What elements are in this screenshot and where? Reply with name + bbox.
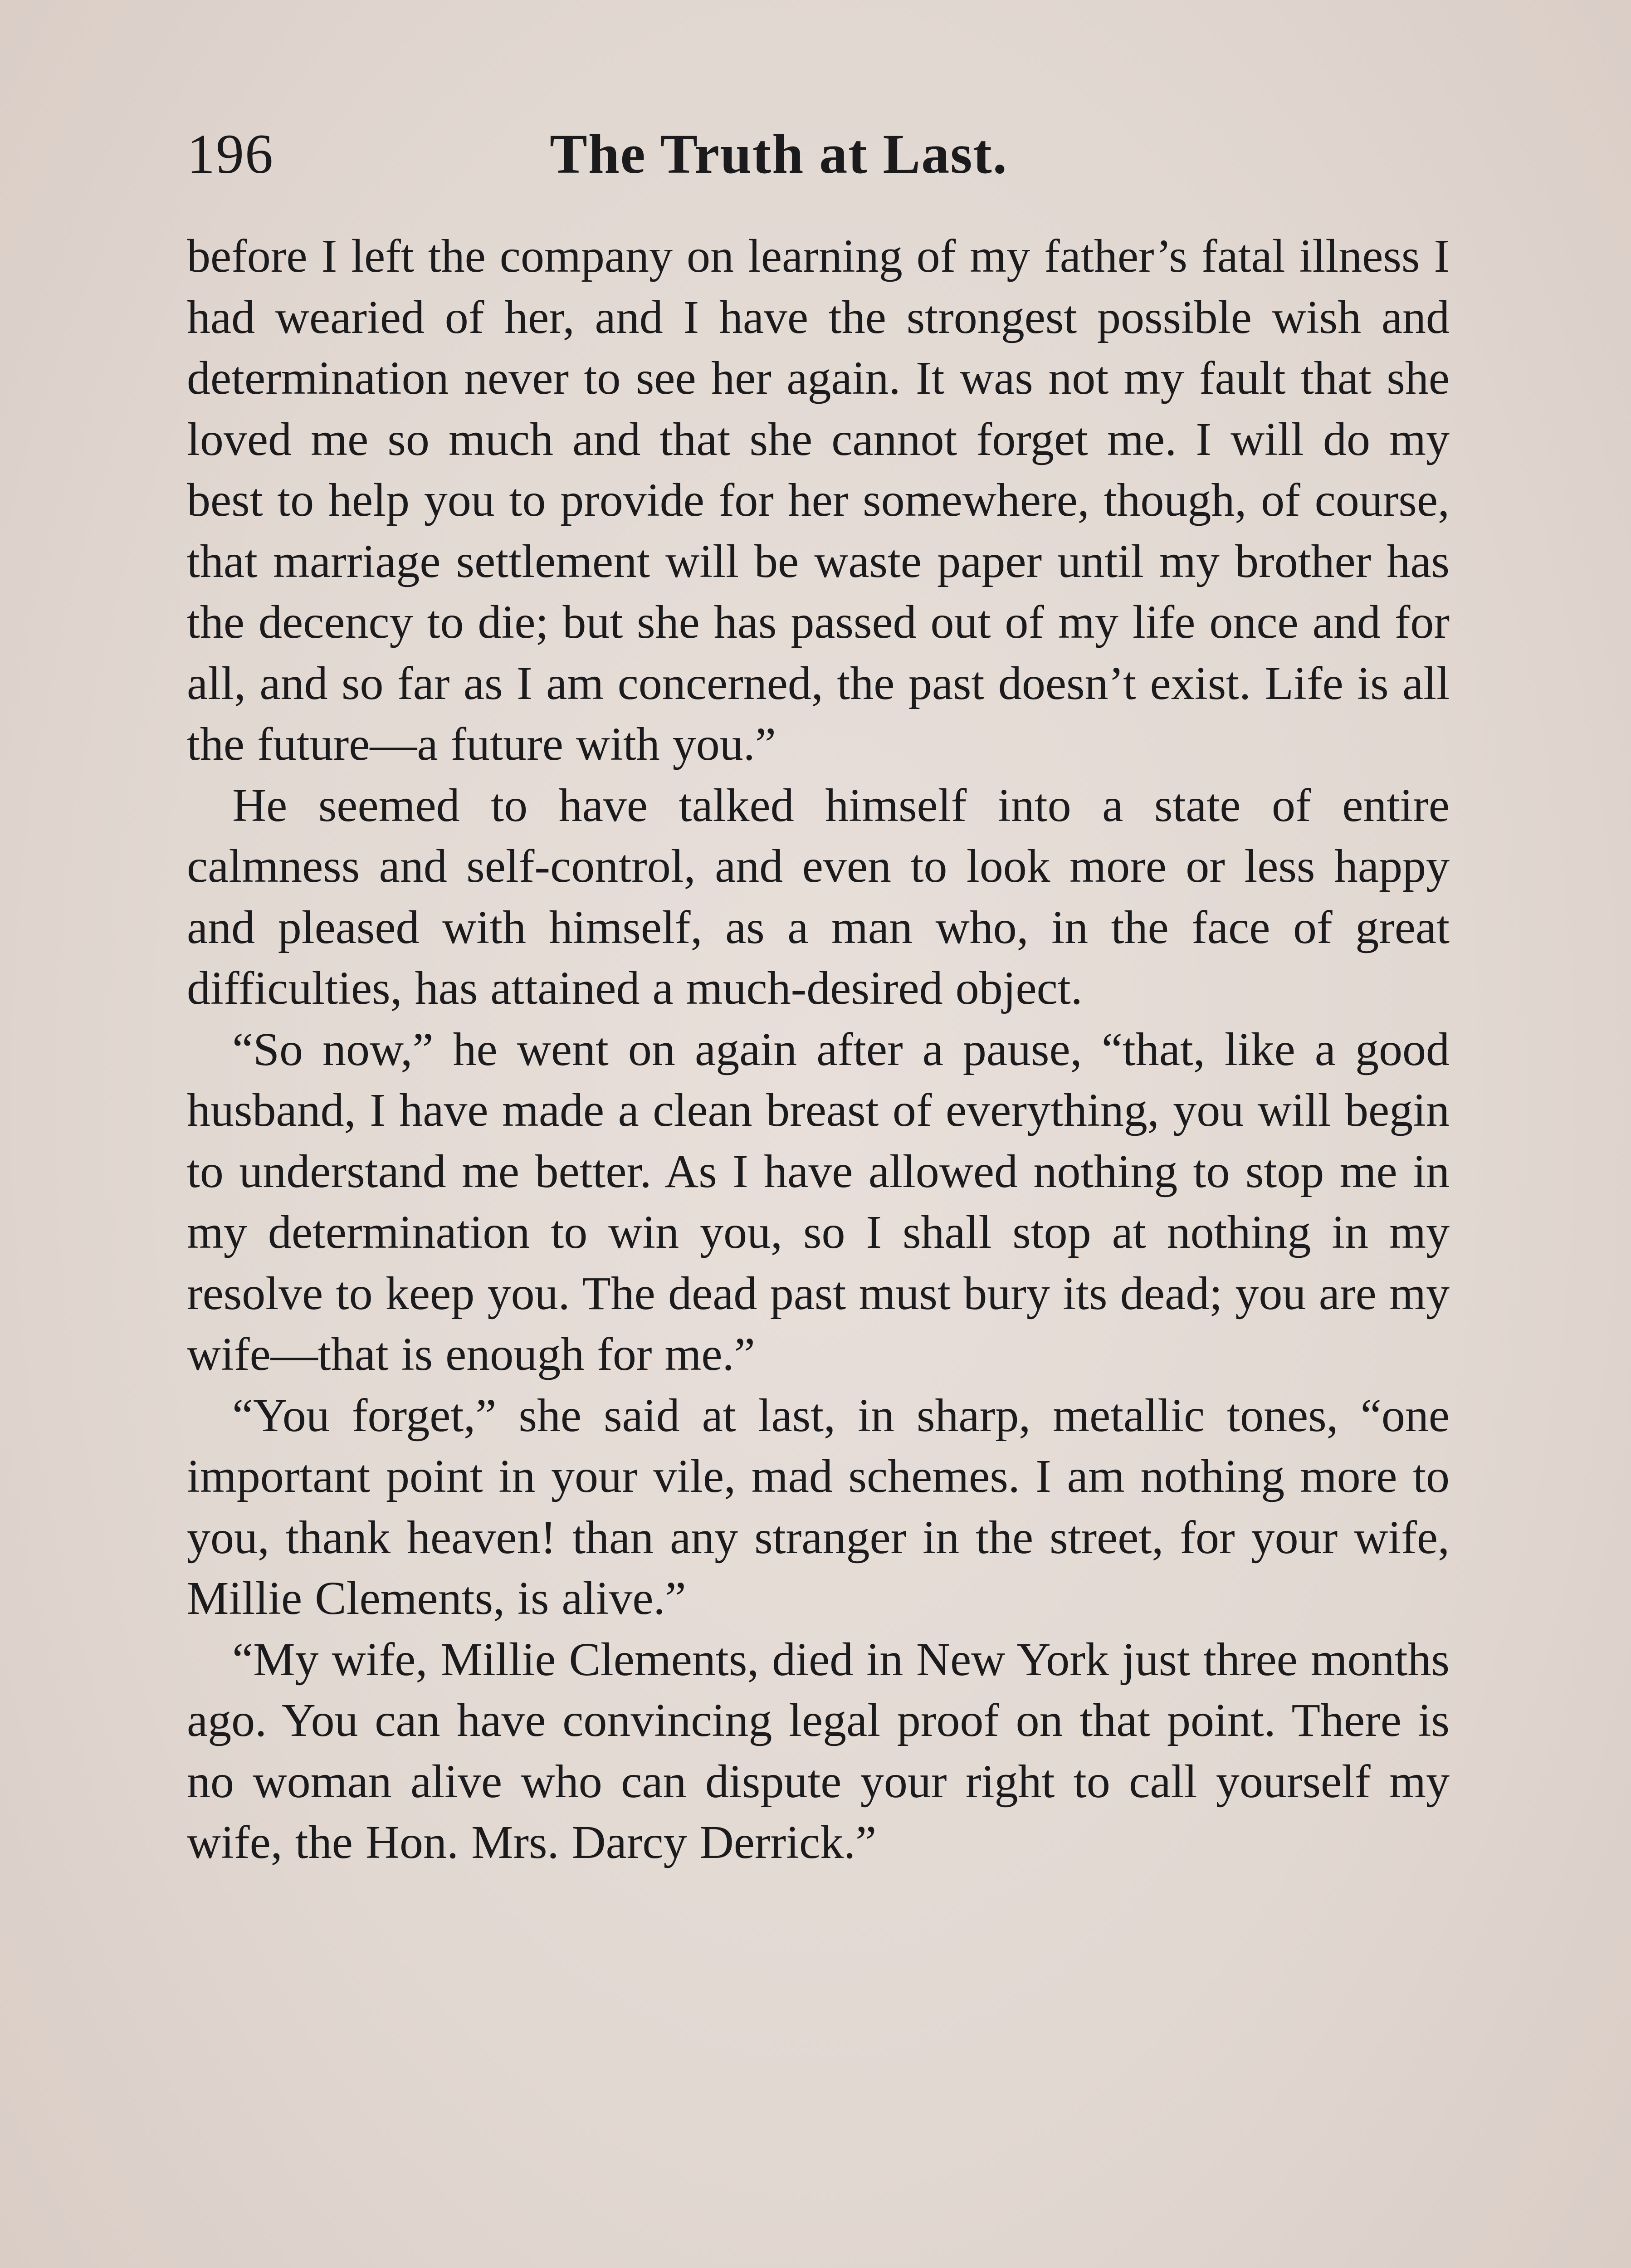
body-text <box>187 226 1450 1873</box>
paragraph: He seemed to have talked himself into a state of entire calmness and self-control, and even to look more or less happy and pleased with himself, as a man who, in the face of great difficulties, has attained a much-desired object. <box>187 779 1450 1014</box>
paragraph: “So now,” he went on again after a pause, “that, like a good husband, I have made a clean breast of everything, you will begin to understand me better. As I have allowed nothing to stop me in my determination to win you, so I shall stop at nothing in my resolve to keep you. The dead past must bury its dead; you are my wife—that is enough for me.” <box>187 1023 1450 1380</box>
running-title: The Truth at Last. <box>550 123 1008 185</box>
page-number: 196 <box>187 123 274 185</box>
running-head <box>187 118 1457 191</box>
paragraph-continued: before I left the company on learning of my father’s fatal illness I had wearied of her, and I have the strongest possible wish and determination never to see her again. It was not my fault that she loved me so much and that she cannot forget me. I will do my best to help you to provide for her somewhere, though, of course, that marriage settlement will be waste paper until my brother has the decency to die; but she has passed out of my life once and for all, and so far as I am concerned, the past doesn’t exist. Life is all the future—a future with you.” <box>187 230 1450 770</box>
paragraph: “My wife, Millie Clements, died in New York just three months ago. You can have convincing legal proof on that point. There is no woman alive who can dispute your right to call yourself my wife, the Hon. Mrs. Darcy Derrick.” <box>187 1633 1450 1868</box>
paragraph: “You forget,” she said at last, in sharp, metallic tones, “one important point in your vile, mad schemes. I am nothing more to you, thank heaven! than any stranger in the street, for your wife, Millie Clements, is alive.” <box>187 1389 1450 1624</box>
